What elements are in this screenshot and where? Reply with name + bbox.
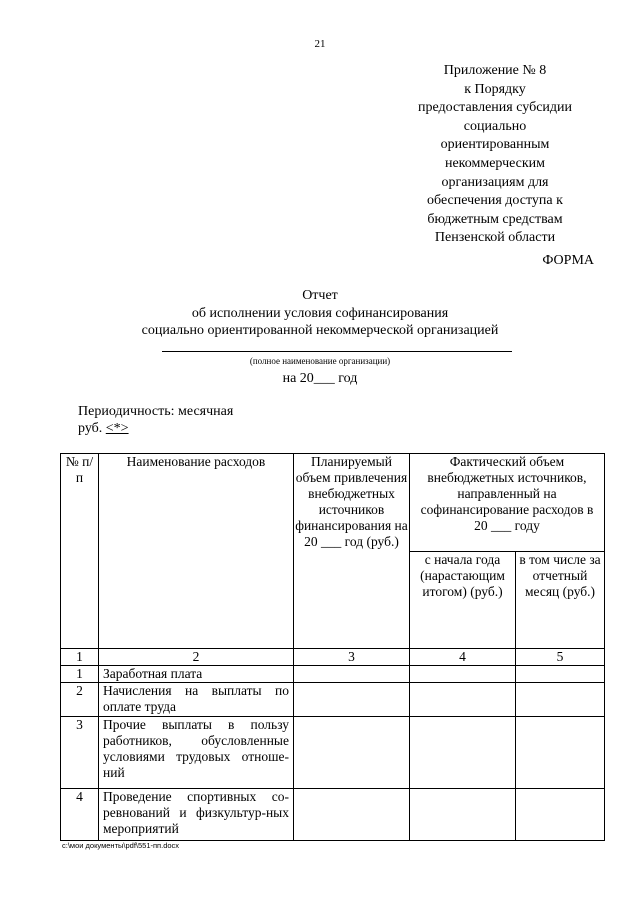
- column-number: 5: [516, 649, 605, 666]
- appendix-reference: [400, 62, 590, 248]
- row-name: Проведение спортивных со-ревнований и физкультур-ных мероприятий: [99, 789, 294, 841]
- row-num: 2: [61, 683, 99, 717]
- column-numbers-row: [61, 649, 605, 666]
- appendix-line: предоставления субсидии: [417, 100, 573, 116]
- header-name: Наименование расходов: [99, 454, 294, 649]
- header-actual-ytd: с начала года (нарастающим итогом) (руб.): [410, 552, 516, 649]
- appendix-line: Приложение № 8: [443, 63, 547, 78]
- row-num: 4: [61, 789, 99, 841]
- footer-file-path: c:\мои документы\pdf\551-пп.docx: [62, 841, 180, 850]
- table-header-row: [61, 454, 605, 552]
- appendix-line: организациям для: [441, 174, 549, 190]
- appendix-line: Пензенской области: [434, 230, 556, 246]
- periodicity-block: [78, 403, 233, 437]
- report-title-block: [0, 287, 640, 340]
- page-number: 21: [314, 38, 326, 50]
- currency-prefix: руб.: [78, 421, 103, 436]
- row-ytd-cell[interactable]: [410, 683, 516, 717]
- row-planned-cell[interactable]: [294, 717, 410, 789]
- header-num: № п/п: [61, 454, 99, 649]
- row-name: Заработная плата: [99, 666, 294, 683]
- report-year: на 20___ год: [282, 371, 358, 386]
- row-num: 1: [61, 666, 99, 683]
- periodicity: Периодичность: месячная: [78, 404, 234, 419]
- appendix-line: ориентированным: [440, 137, 550, 153]
- header-actual: Фактический объем внебюджетных источников, направленный на софинансирование расходов в 20 ___ году: [410, 454, 605, 552]
- row-name: Прочие выплаты в пользу работников, обусловленные условиями трудовых отноше-ний: [99, 717, 294, 789]
- header-actual-month: в том числе за отчетный месяц (руб.): [516, 552, 605, 649]
- appendix-line: социально: [463, 118, 527, 134]
- appendix-line: к Порядку: [464, 81, 526, 97]
- row-ytd-cell[interactable]: [410, 717, 516, 789]
- row-month-cell[interactable]: [516, 789, 605, 841]
- row-month-cell[interactable]: [516, 717, 605, 789]
- table-row: [61, 717, 605, 789]
- organization-name-line: [162, 351, 512, 352]
- currency-footnote-link[interactable]: <*>: [105, 421, 129, 436]
- row-num: 3: [61, 717, 99, 789]
- table-row: [61, 683, 605, 717]
- row-month-cell[interactable]: [516, 666, 605, 683]
- row-ytd-cell[interactable]: [410, 666, 516, 683]
- report-subtitle: об исполнении условия софинансирования: [191, 305, 449, 321]
- column-number: 3: [294, 649, 410, 666]
- report-subtitle: социально ориентированной некоммерческой организацией: [141, 323, 499, 338]
- table-row: [61, 789, 605, 841]
- row-ytd-cell[interactable]: [410, 789, 516, 841]
- row-planned-cell[interactable]: [294, 789, 410, 841]
- header-planned: Планируемый объем привлечения внебюджетных источников финансирования на 20 ___ год (руб.): [294, 454, 410, 649]
- appendix-line: некоммерческим: [444, 155, 546, 171]
- row-planned-cell[interactable]: [294, 683, 410, 717]
- row-name: Начисления на выплаты по оплате труда: [99, 683, 294, 717]
- form-label: ФОРМА: [542, 253, 594, 268]
- row-month-cell[interactable]: [516, 683, 605, 717]
- report-table: [60, 453, 605, 841]
- appendix-line: бюджетным средствам: [427, 211, 563, 227]
- organization-caption: (полное наименование организации): [249, 356, 391, 366]
- report-title: Отчет: [302, 288, 338, 303]
- table-row: [61, 666, 605, 683]
- column-number: 2: [99, 649, 294, 666]
- column-number: 4: [410, 649, 516, 666]
- column-number: 1: [61, 649, 99, 666]
- currency-line: [78, 420, 233, 437]
- appendix-line: обеспечения доступа к: [427, 193, 563, 209]
- row-planned-cell[interactable]: [294, 666, 410, 683]
